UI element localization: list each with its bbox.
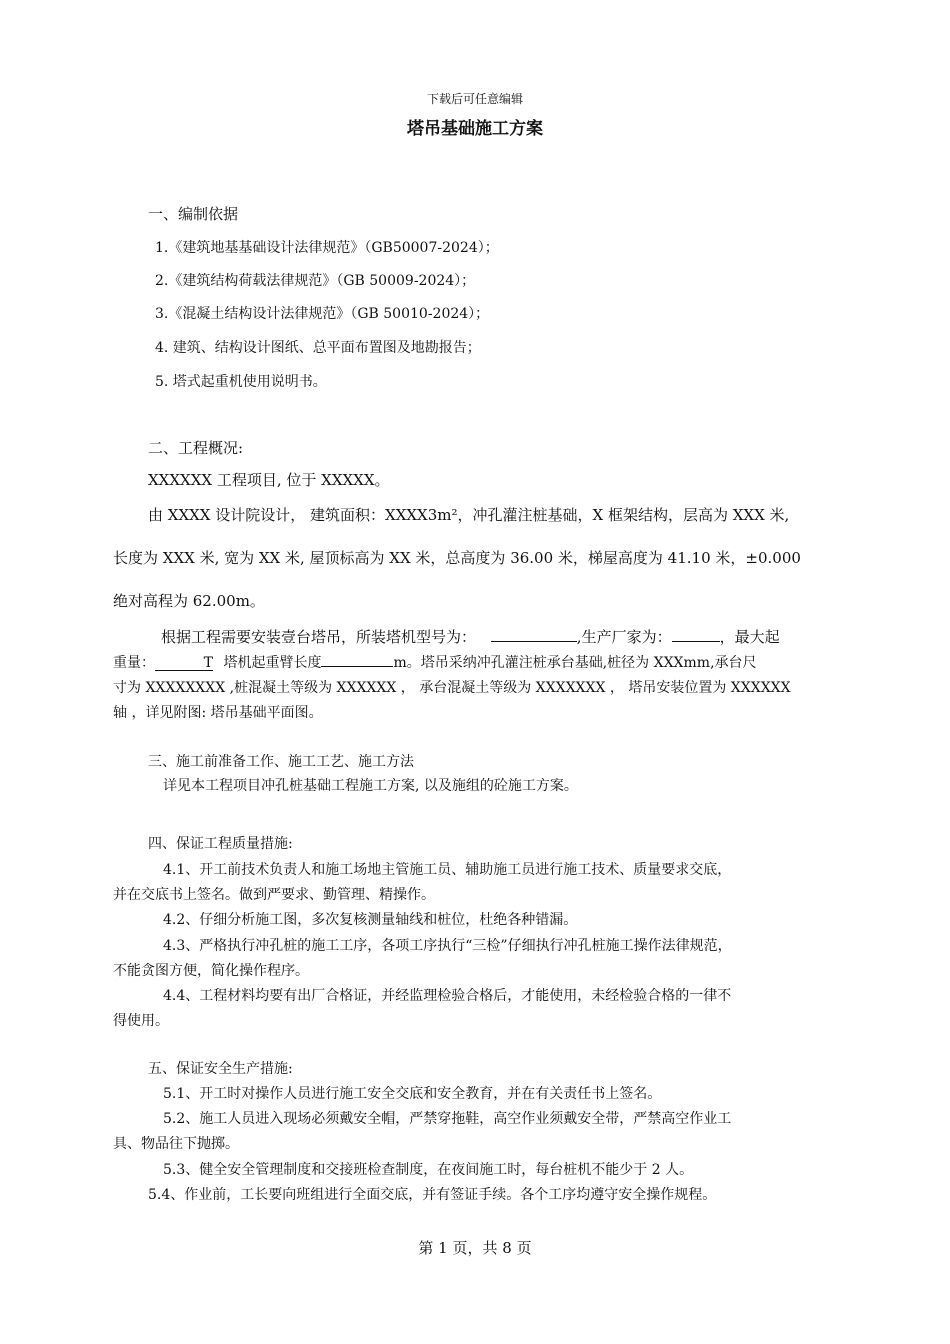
crane-paragraph-line-4: 轴 ，详见附图: 塔吊基础平面图。 bbox=[113, 705, 323, 721]
quality-measure-line-4: 4.3、严格执行冲孔桩的施工工序，各项工序执行“三检”仔细执行冲孔桩施工操作法律规范， bbox=[163, 938, 732, 954]
crane-text-a: 根据工程需要安装壹台塔吊，所装塔机型号为： bbox=[161, 628, 477, 646]
quality-measure-line-6: 4.4、工程材料均要有出厂合格证，并经监理检验合格后，才能使用，未经检验合格的一律不 bbox=[163, 988, 732, 1004]
reference-item-3: 3.《混凝土结构设计法律规范》（GB 50010-2024）； bbox=[155, 306, 490, 322]
reference-item-5: 5. 塔式起重机使用说明书。 bbox=[155, 374, 327, 390]
crane-text-c: ，最大起 bbox=[719, 628, 780, 646]
crane-text-d: 重量： bbox=[113, 655, 155, 671]
reference-item-4: 4. 建筑、结构设计图纸、总平面布置图及地勘报告； bbox=[155, 340, 481, 356]
crane-text-b: ,生产厂家为： bbox=[576, 628, 672, 646]
section-4-heading: 四、保证工程质量措施: bbox=[148, 836, 293, 852]
jib-length-blank bbox=[321, 651, 393, 667]
crane-paragraph-line-1 bbox=[161, 626, 780, 647]
ton-unit: T bbox=[203, 655, 213, 671]
crane-model-blank bbox=[491, 626, 577, 642]
quality-measure-line-2: 并在交底书上签名。做到严要求、勤管理、精操作。 bbox=[113, 887, 435, 903]
overview-line-4: 绝对高程为 62.00m。 bbox=[113, 592, 265, 610]
manufacturer-blank bbox=[672, 626, 720, 642]
overview-line-3: 长度为 XXX 米, 宽为 XX 米, 屋顶标高为 XX 米，总高度为 36.00 米，梯屋高度为 41.10 米，±0.000 bbox=[113, 549, 801, 567]
reference-item-2: 2.《建筑结构荷载法律规范》（GB 50009-2024）； bbox=[155, 273, 476, 289]
crane-text-e: 塔机起重臂长度 bbox=[223, 655, 322, 671]
crane-text-f: m。塔吊采纳冲孔灌注桩承台基础,桩径为 XXXmm,承台尺 bbox=[393, 655, 757, 671]
section-2-heading: 二、工程概况: bbox=[148, 439, 244, 457]
overview-line-1: XXXXXX 工程项目, 位于 XXXXX。 bbox=[148, 471, 390, 489]
page-number: 第 1 页，共 8 页 bbox=[418, 1239, 532, 1257]
crane-paragraph-line-3: 寸为 XXXXXXXX ,桩混凝土等级为 XXXXXX ， 承台混凝土等级为 XXXXXXX ， 塔吊安装位置为 XXXXXX bbox=[113, 680, 791, 696]
safety-measure-line-2: 5.2、施工人员进入现场必须戴安全帽，严禁穿拖鞋，高空作业须戴安全带，严禁高空作业工 bbox=[163, 1111, 732, 1127]
quality-measure-line-3: 4.2、仔细分析施工图，多次复核测量轴线和桩位，杜绝各种错漏。 bbox=[163, 912, 578, 928]
section-1-heading: 一、编制依据 bbox=[148, 205, 239, 223]
safety-measure-line-1: 5.1、开工时对操作人员进行施工安全交底和安全教育，并在有关责任书上签名。 bbox=[163, 1086, 662, 1102]
section-5-heading: 五、保证安全生产措施: bbox=[148, 1061, 293, 1077]
section-3-heading: 三、施工前准备工作、施工工艺、施工方法 bbox=[148, 754, 414, 770]
document-title: 塔吊基础施工方案 bbox=[407, 119, 543, 139]
quality-measure-line-7: 得使用。 bbox=[113, 1013, 169, 1029]
safety-measure-line-4: 5.3、健全安全管理制度和交接班检查制度，在夜间施工时，每台桩机不能少于 2 人。 bbox=[163, 1162, 694, 1178]
safety-measure-line-3: 具、物品往下抛掷。 bbox=[113, 1136, 239, 1152]
quality-measure-line-1: 4.1、开工前技术负责人和施工场地主管施工员、辅助施工员进行施工技术、质量要求交底， bbox=[163, 862, 732, 878]
section-3-body: 详见本工程项目冲孔桩基础工程施工方案, 以及施组的砼施工方案。 bbox=[163, 778, 578, 794]
reference-item-1: 1.《建筑地基基础设计法律规范》（GB50007-2024）； bbox=[155, 240, 499, 256]
quality-measure-line-5: 不能贪图方便，简化操作程序。 bbox=[113, 963, 309, 979]
max-load-blank bbox=[155, 655, 213, 671]
overview-line-2: 由 XXXX 设计院设计， 建筑面积：XXXX3m²，冲孔灌注桩基础，X 框架结构，层高为 XXX 米, bbox=[148, 506, 790, 524]
safety-measure-line-5: 5.4、作业前，工长要向班组进行全面交底，并有签证手续。各个工序均遵守安全操作规程。 bbox=[148, 1187, 717, 1203]
header-note: 下载后可任意编辑 bbox=[426, 92, 523, 106]
crane-paragraph-line-2 bbox=[113, 651, 757, 672]
